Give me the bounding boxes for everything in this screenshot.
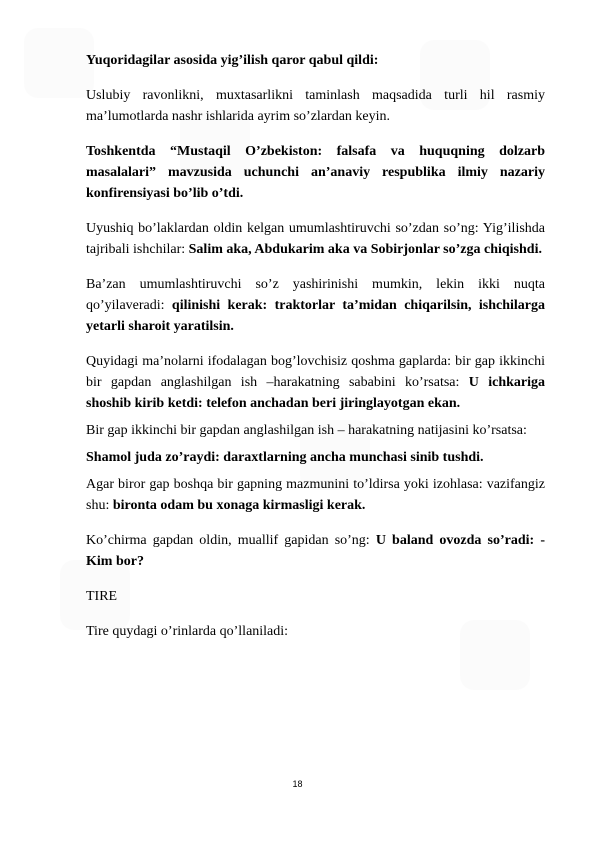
paragraph-bold: qilinishi kerak: traktorlar ta’midan chiqarilsin, ishchilarga yetarli sharoit yaratilsin. bbox=[86, 298, 545, 334]
paragraph bbox=[86, 274, 545, 337]
paragraph bbox=[86, 420, 545, 441]
paragraph-example bbox=[86, 141, 545, 204]
paragraph bbox=[86, 218, 545, 260]
paragraph-text: TIRE bbox=[86, 589, 118, 604]
paragraph-text: Uslubiy ravonlikni, muxtasarlikni taminlash maqsadida turli hil rasmiy ma’lumotlarda nashr ishlarida ayrim so’zlardan keyin. bbox=[86, 88, 545, 124]
paragraph-example bbox=[86, 447, 545, 468]
section-heading-tire bbox=[86, 586, 545, 607]
paragraph-text: Uyushiq bo’laklardan oldin kelgan umumlashtiruvchi so’zdan so’ng: Yig’ilishda tajribali ishchilar: bbox=[86, 221, 545, 257]
paragraph bbox=[86, 474, 545, 516]
paragraph-bold: Shamol juda zo’raydi: daraxtlarning ancha munchasi sinib tushdi. bbox=[86, 450, 484, 465]
paragraph bbox=[86, 351, 545, 414]
paragraph-text: Ko’chirma gapdan oldin, muallif gapidan so’ng: bbox=[86, 533, 376, 548]
paragraph-bold: Yuqoridagilar asosida yig’ilish qaror qabul qildi: bbox=[86, 53, 379, 68]
paragraph-text: Agar biror gap boshqa bir gapning mazmunini to’ldirsa yoki izohlasa: vazifangiz shu: bbox=[86, 477, 545, 513]
paragraph-text: Ba’zan umumlashtiruvchi so’z yashirinishi mumkin, lekin ikki nuqta qo’yilaveradi: bbox=[86, 277, 545, 313]
watermark-shape bbox=[24, 28, 94, 98]
paragraph-text: Tire quydagi o’rinlarda qo’llaniladi: bbox=[86, 624, 289, 639]
paragraph-bold: Salim aka, Abdukarim aka va Sobirjonlar so’zga chiqishdi. bbox=[188, 242, 542, 257]
paragraph-text: Bir gap ikkinchi bir gapdan anglashilgan ish – harakatning natijasini ko’rsatsa: bbox=[86, 423, 527, 438]
paragraph bbox=[86, 621, 545, 642]
paragraph bbox=[86, 530, 545, 572]
document-body bbox=[86, 50, 545, 656]
paragraph-text: Quyidagi ma’nolarni ifodalagan bog’lovchisiz qoshma gaplarda: bir gap ikkinchi bir gapdan anglashilgan ish –harakatning sababini ko’rsatsa: bbox=[86, 354, 545, 390]
heading-decision bbox=[86, 50, 545, 71]
page-number: 18 bbox=[292, 779, 303, 789]
paragraph-bold: U baland ovozda so’radi: -Kim bor? bbox=[86, 533, 545, 569]
paragraph-bold: bironta odam bu xonaga kirmasligi kerak. bbox=[112, 498, 366, 513]
paragraph-bold: U ichkariga shoshib kirib ketdi: telefon anchadan beri jiringlayotgan ekan. bbox=[86, 375, 545, 411]
paragraph bbox=[86, 85, 545, 127]
paragraph-bold: Toshkentda “Mustaqil O’zbekiston: falsafa va huquqning dolzarb masalalari” mavzusida uchunchi an’anaviy respublika ilmiy nazariy konfirensiyasi bo’lib o’tdi. bbox=[86, 144, 545, 201]
